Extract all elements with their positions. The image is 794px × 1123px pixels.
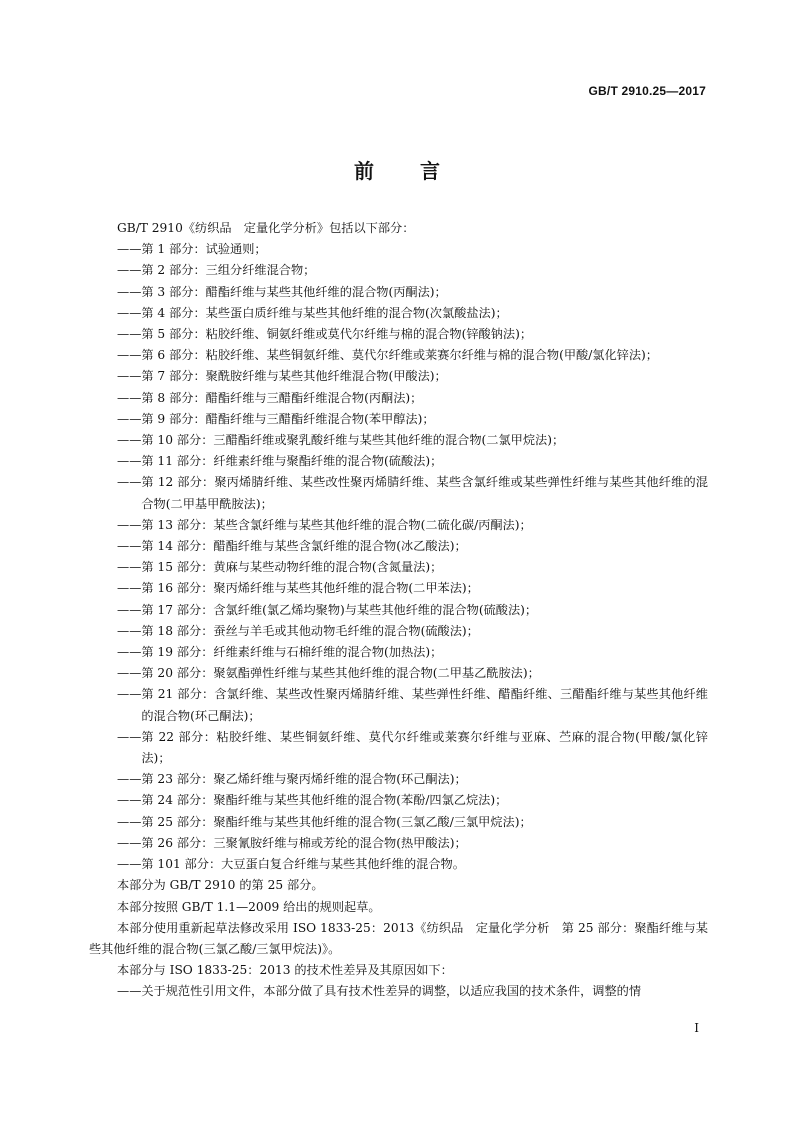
- part-list-item: [89, 578, 708, 599]
- part-list-item: [89, 684, 708, 726]
- part-list-item-text: 第 18 部分：蚕丝与羊毛或其他动物毛纤维的混合物(硫酸法)；: [141, 623, 479, 638]
- part-list-item-text: 第 17 部分：含氯纤维(氯乙烯均聚物)与某些其他纤维的混合物(硫酸法)；: [141, 602, 538, 617]
- paragraph-adoption: 本部分使用重新起草法修改采用 ISO 1833-25：2013《纺织品 定量化学分析 第 25 部分：聚酯纤维与某些其他纤维的混合物(三氯乙酸/三氯甲烷法)》。: [89, 920, 708, 956]
- part-list-item: [89, 388, 708, 409]
- part-list-item: [89, 451, 708, 472]
- part-list-item: [89, 239, 708, 260]
- dash-marker: ——: [117, 263, 142, 278]
- part-list-item-text: 第 10 部分：三醋酯纤维或聚乳酸纤维与某些其他纤维的混合物(二氯甲烷法)；: [141, 433, 565, 448]
- dash-marker: ——: [117, 539, 142, 554]
- part-list-item-text: 第 5 部分：粘胶纤维、铜氨纤维或莫代尔纤维与棉的混合物(锌酸钠法)；: [141, 327, 533, 342]
- part-list-item-text: 第 13 部分：某些含氯纤维与某些其他纤维的混合物(二硫化碳/丙酮法)；: [141, 517, 532, 532]
- part-list-item-text: 第 15 部分：黄麻与某些动物纤维的混合物(含氮量法)；: [141, 560, 443, 575]
- part-list-item-text: 第 23 部分：聚乙烯纤维与聚丙烯纤维的混合物(环己酮法)；: [141, 772, 467, 787]
- part-list-item: [89, 324, 708, 345]
- dash-marker: ——: [117, 305, 142, 320]
- part-list-item: [89, 366, 708, 387]
- dash-marker: ——: [117, 623, 142, 638]
- standard-code: GB/T 2910.25—2017: [588, 84, 706, 98]
- part-list-item: [89, 536, 708, 557]
- part-list-item-text: 第 24 部分：聚酯纤维与某些其他纤维的混合物(苯酚/四氯乙烷法)；: [141, 793, 508, 808]
- part-list-item-text: 第 11 部分：纤维素纤维与聚酯纤维的混合物(硫酸法)；: [141, 454, 443, 469]
- difference-item: [89, 981, 708, 1002]
- part-list-item: [89, 303, 708, 324]
- part-list-item-text: 第 7 部分：聚酰胺纤维与某些其他纤维混合物(甲酸法)；: [141, 369, 447, 384]
- dash-marker: ——: [117, 772, 142, 787]
- part-list-item-text: 第 19 部分：纤维素纤维与石棉纤维的混合物(加热法)；: [141, 645, 443, 660]
- dash-marker: ——: [117, 433, 142, 448]
- foreword-body: [89, 218, 708, 1003]
- part-list-item: [89, 557, 708, 578]
- dash-marker: ——: [117, 411, 142, 426]
- part-list-item-text: 第 8 部分：醋酯纤维与三醋酯纤维混合物(丙酮法)；: [141, 390, 423, 405]
- part-list-item-text: 第 2 部分：三组分纤维混合物；: [141, 263, 316, 278]
- dash-marker: ——: [117, 327, 142, 342]
- part-list-item-text: 第 9 部分：醋酯纤维与三醋酯纤维混合物(苯甲醇法)；: [141, 411, 435, 426]
- part-list-item-text: 第 101 部分：大豆蛋白复合纤维与某些其他纤维的混合物。: [141, 857, 465, 872]
- dash-marker: ——: [117, 560, 142, 575]
- dash-marker: ——: [117, 814, 142, 829]
- dash-marker: ——: [117, 687, 142, 702]
- part-list-item-text: 第 22 部分：粘胶纤维、某些铜氨纤维、莫代尔纤维或莱赛尔纤维与亚麻、苎麻的混合物(甲酸/氯化锌法)；: [141, 729, 708, 766]
- part-list-item-text: 第 12 部分：聚丙烯腈纤维、某些改性聚丙烯腈纤维、某些含氯纤维或某些弹性纤维与某些其他纤维的混合物(二甲基甲酰胺法)；: [141, 475, 708, 511]
- dash-marker: ——: [117, 369, 142, 384]
- dash-marker: ——: [117, 454, 142, 469]
- part-list-item: [89, 642, 708, 663]
- part-list-item-text: 第 25 部分：聚酯纤维与某些其他纤维的混合物(三氯乙酸/三氯甲烷法)；: [141, 814, 532, 829]
- dash-marker: ——: [117, 390, 142, 405]
- parts-list: [89, 239, 708, 875]
- part-list-item-text: 第 16 部分：聚丙烯纤维与某些其他纤维的混合物(二甲苯法)；: [141, 581, 479, 596]
- part-list-item: [89, 345, 708, 366]
- part-list-item: [89, 515, 708, 536]
- part-list-item: [89, 833, 708, 854]
- part-list-item: [89, 600, 708, 621]
- page-number: I: [694, 1021, 699, 1035]
- part-list-item: [89, 790, 708, 811]
- dash-marker: ——: [117, 581, 142, 596]
- dash-marker: ——: [117, 793, 142, 808]
- part-list-item: [89, 727, 708, 769]
- dash-marker: ——: [117, 857, 142, 872]
- dash-marker: ——: [117, 475, 142, 490]
- dash-marker: ——: [117, 284, 142, 299]
- intro-paragraph: GB/T 2910《纺织品 定量化学分析》包括以下部分：: [117, 221, 415, 235]
- paragraph-part-number: 本部分为 GB/T 2910 的第 25 部分。: [117, 878, 324, 893]
- part-list-item-text: 第 4 部分：某些蛋白质纤维与某些其他纤维的混合物(次氯酸盐法)；: [141, 305, 508, 320]
- page-title: 前言: [354, 159, 486, 183]
- part-list-item-text: 第 3 部分：醋酯纤维与某些其他纤维的混合物(丙酮法)；: [141, 284, 447, 299]
- paragraph-differences: 本部分与 ISO 1833-25：2013 的技术性差异及其原因如下：: [117, 963, 453, 978]
- part-list-item: [89, 472, 708, 514]
- dash-marker: ——: [117, 242, 142, 257]
- part-list-item: [89, 260, 708, 281]
- part-list-item-text: 第 21 部分：含氯纤维、某些改性聚丙烯腈纤维、某些弹性纤维、醋酯纤维、三醋酯纤维与某些其他纤维的混合物(环己酮法)；: [141, 687, 708, 723]
- dash-marker: ——: [117, 835, 142, 850]
- dash-marker: ——: [117, 666, 142, 681]
- dash-marker: ——: [117, 348, 142, 363]
- part-list-item-text: 第 20 部分：聚氨酯弹性纤维与某些其他纤维的混合物(二甲基乙酰胺法)；: [141, 666, 540, 681]
- part-list-item: [89, 430, 708, 451]
- dash-marker: ——: [117, 517, 142, 532]
- part-list-item: [89, 409, 708, 430]
- part-list-item-text: 第 6 部分：粘胶纤维、某些铜氨纤维、莫代尔纤维或莱赛尔纤维与棉的混合物(甲酸/氯化锌法)；: [141, 348, 658, 363]
- part-list-item: [89, 812, 708, 833]
- part-list-item: [89, 663, 708, 684]
- dash-marker: ——: [117, 602, 142, 617]
- dash-marker: ——: [117, 729, 142, 744]
- dash-marker: ——: [117, 645, 142, 660]
- part-list-item: [89, 621, 708, 642]
- part-list-item-text: 第 14 部分：醋酯纤维与某些含氯纤维的混合物(冰乙酸法)；: [141, 539, 467, 554]
- part-list-item: [89, 769, 708, 790]
- part-list-item-text: 第 26 部分：三聚氰胺纤维与棉或芳纶的混合物(热甲酸法)；: [141, 835, 467, 850]
- part-list-item: [89, 854, 708, 875]
- part-list-item-text: 第 1 部分：试验通则；: [141, 242, 267, 257]
- dash-marker: ——: [117, 984, 142, 999]
- part-list-item: [89, 282, 708, 303]
- paragraph-drafting-rules: 本部分按照 GB/T 1.1—2009 给出的规则起草。: [117, 899, 381, 914]
- difference-item-text: 关于规范性引用文件，本部分做了具有技术性差异的调整，以适应我国的技术条件，调整的情: [141, 984, 642, 999]
